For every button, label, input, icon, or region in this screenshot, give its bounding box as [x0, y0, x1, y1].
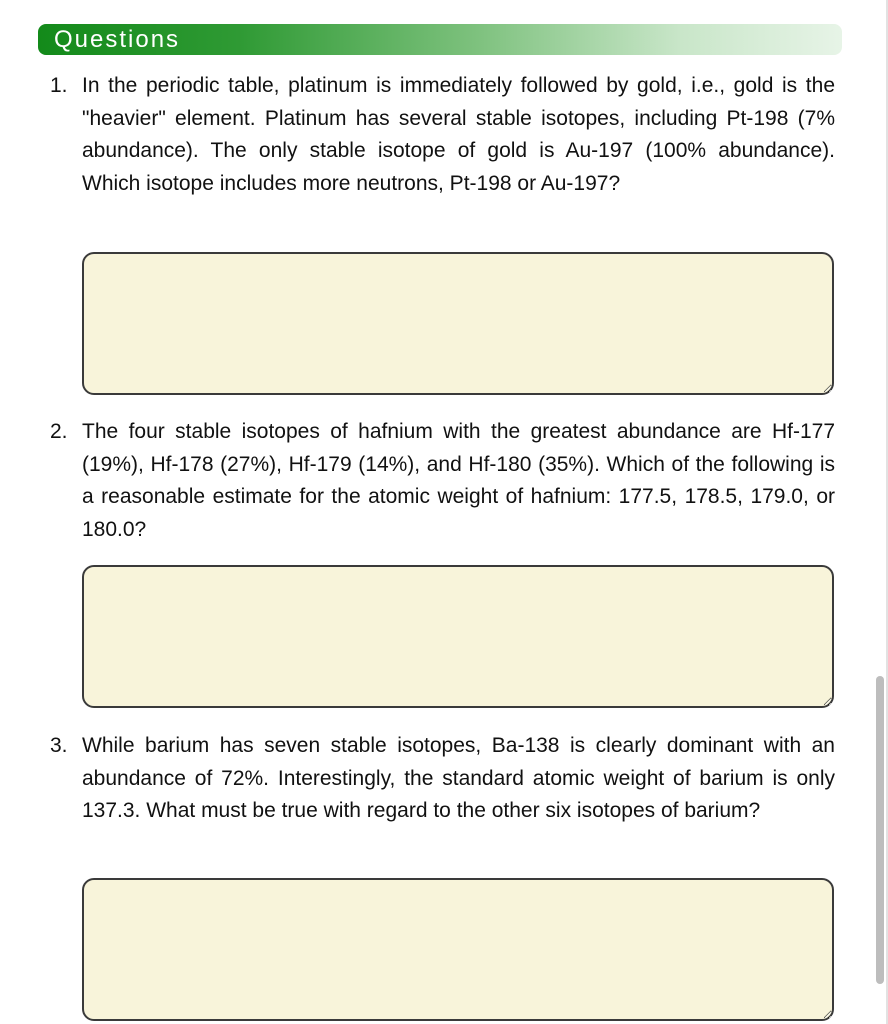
answer-box-1[interactable]: [82, 252, 834, 395]
question-text: The four stable isotopes of hafnium with the greatest abundance are Hf-177 (19%), Hf-178 (27%), Hf-179 (14%), and Hf-180 (35%). Which of the following is a reasonable estimate for the atomic weight of hafnium: 177.5, 178.5, 179.0, or 180.0?: [82, 420, 835, 541]
scrollbar[interactable]: [874, 0, 886, 1024]
questions-heading: Questions: [54, 26, 181, 53]
questions-header-bar: [38, 24, 842, 55]
question-2: [50, 416, 835, 546]
question-3: [50, 730, 835, 828]
question-number: 2.: [50, 420, 68, 443]
question-number: 3.: [50, 734, 68, 757]
question-number: 1.: [50, 74, 68, 97]
answer-box-2[interactable]: [82, 565, 834, 708]
answer-box-3[interactable]: [82, 878, 834, 1021]
question-text: While barium has seven stable isotopes, Ba-138 is clearly dominant with an abundance of 72%. Interestingly, the standard atomic weight of barium is only 137.3. What must be true with regard to the other six isotopes of barium?: [82, 734, 835, 822]
question-text: In the periodic table, platinum is immediately followed by gold, i.e., gold is the "heavier" element. Platinum has several stable isotopes, including Pt-198 (7% abundance). The only stable isotope of gold is Au-197 (100% abundance). Which isotope includes more neutrons, Pt-198 or Au-197?: [82, 74, 835, 195]
scrollbar-thumb[interactable]: [876, 676, 884, 984]
question-1: [50, 70, 835, 200]
